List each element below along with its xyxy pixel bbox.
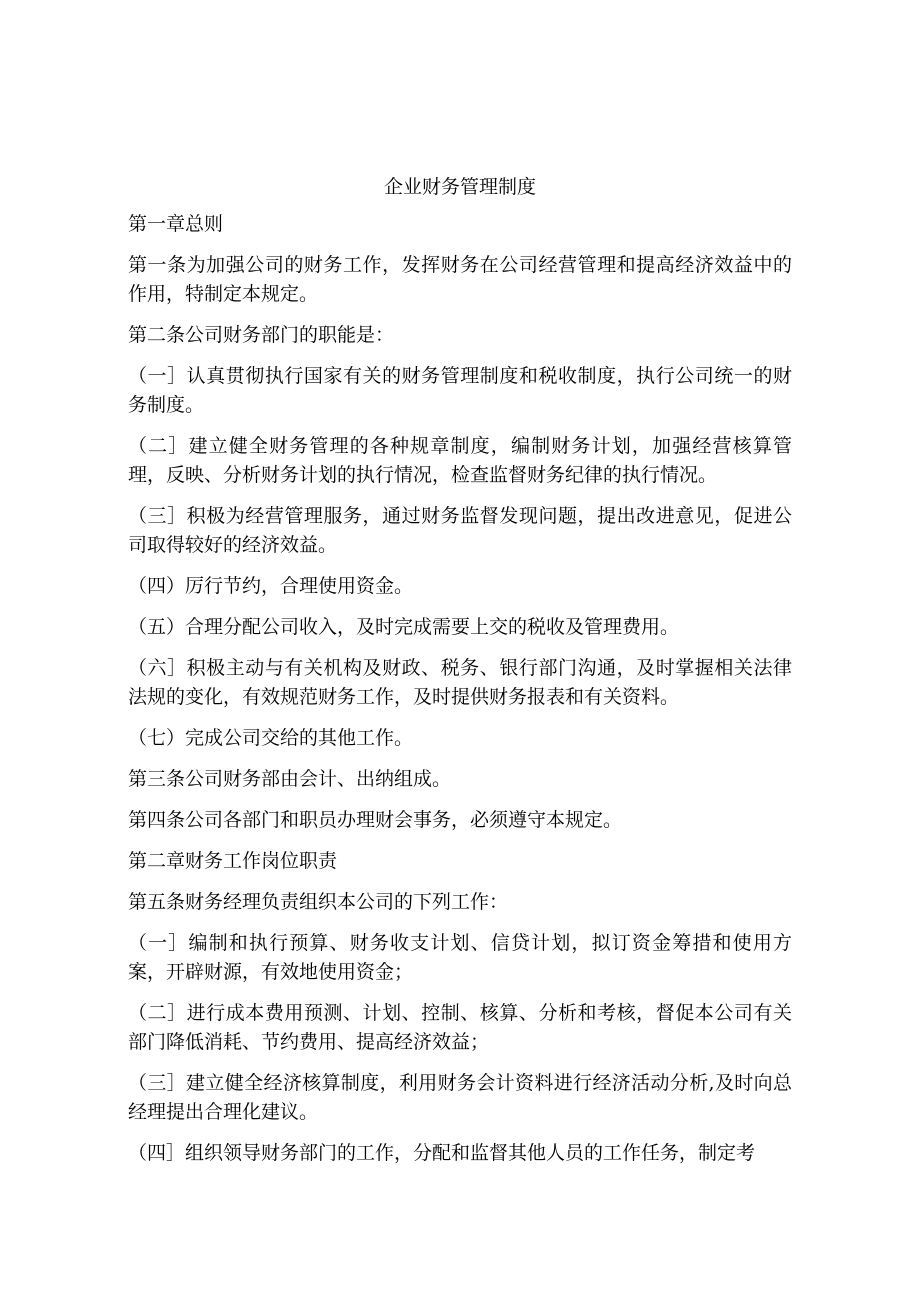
list-item: （六］积极主动与有关机构及财政、税务、银行部门沟通，及时掌握相关法律法规的变化，有效规范财务工作，及时提供财务报表和有关资料。 xyxy=(128,657,792,708)
list-item: （一］认真贯彻执行国家有关的财务管理制度和税收制度，执行公司统一的财务制度。 xyxy=(128,365,792,416)
chapter-heading: 第一章总则 xyxy=(128,213,224,235)
paragraph: 第一条为加强公司的财务工作，发挥财务在公司经营管理和提高经济效益中的作用，特制定本规定。 xyxy=(128,254,792,305)
list-item: （一］编制和执行预算、财务收支计划、信贷计划，拟订资金筹措和使用方案，开辟财源，有效地使用资金； xyxy=(128,932,792,983)
list-item: （七）完成公司交给的其他工作。 xyxy=(128,727,414,749)
list-item: （五）合理分配公司收入，及时完成需要上交的税收及管理费用。 xyxy=(128,616,680,638)
list-item: （三］积极为经营管理服务，通过财务监督发现问题，提出改进意见，促进公司取得较好的经济效益。 xyxy=(128,505,792,556)
list-item: （二］进行成本费用预测、计划、控制、核算、分析和考核，督促本公司有关部门降低消耗、节约费用、提高经济效益； xyxy=(128,1002,792,1053)
paragraph: 第五条财务经理负责组织本公司的下列工作： xyxy=(128,891,509,913)
chapter-heading: 第二章财务工作岗位职责 xyxy=(128,850,338,872)
document-title: 企业财务管理制度 xyxy=(383,176,536,198)
list-item: （三］建立健全经济核算制度，利用财务会计资料进行经济活动分析,及时向总经理提出合理化建议。 xyxy=(128,1072,792,1123)
paragraph: 第三条公司财务部由会计、出纳组成。 xyxy=(128,768,452,790)
paragraph: 第二条公司财务部门的职能是： xyxy=(128,324,395,346)
list-item: （四］组织领导财务部门的工作，分配和监督其他人员的工作任务，制定考 xyxy=(128,1142,756,1164)
list-item: （四）厉行节约，合理使用资金。 xyxy=(128,575,414,597)
document-page xyxy=(128,172,792,1180)
paragraph: 第四条公司各部门和职员办理财会事务，必须遵守本规定。 xyxy=(128,809,623,831)
list-item: （二］建立健全财务管理的各种规章制度，编制财务计划，加强经营核算管理，反映、分析财务计划的执行情况，检查监督财务纪律的执行情况。 xyxy=(128,435,792,486)
